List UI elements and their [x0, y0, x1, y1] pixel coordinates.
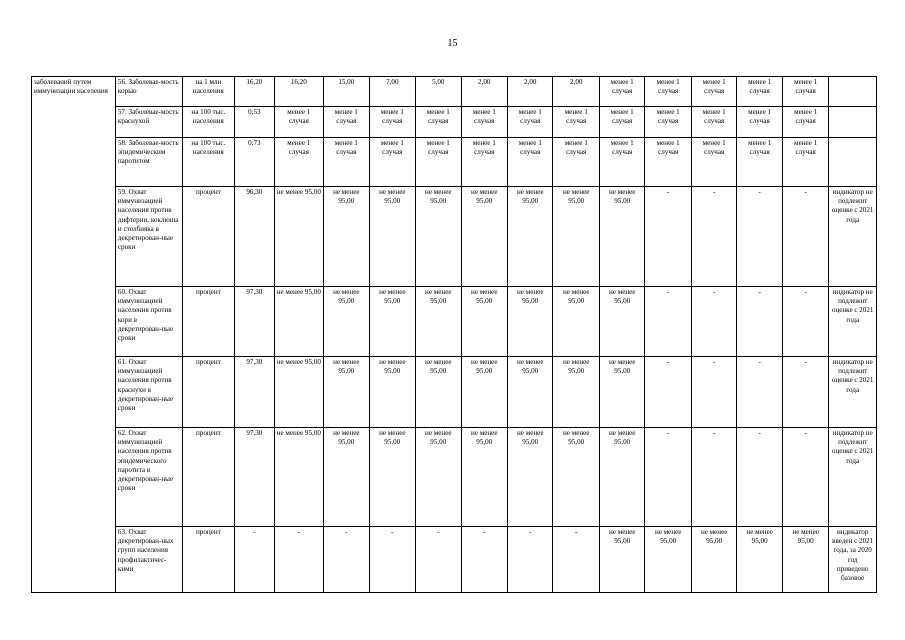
value-cell: не менее 95,00 [599, 287, 644, 357]
value-cell: менее 1 случая [274, 138, 324, 187]
note-cell [829, 77, 877, 107]
value-cell: менее 1 случая [782, 138, 828, 187]
value-cell: менее 1 случая [782, 107, 828, 138]
value-cell: - [416, 527, 461, 593]
value-cell: - [782, 287, 828, 357]
section-cell [32, 107, 116, 138]
value-cell: не менее 95,00 [461, 287, 507, 357]
value-cell: менее 1 случая [369, 138, 415, 187]
value-cell: менее 1 случая [737, 138, 782, 187]
value-cell: 16,20 [274, 77, 324, 107]
value-cell: - [737, 187, 782, 287]
value-cell: не менее 95,00 [553, 428, 599, 527]
value-cell: не менее 95,00 [508, 187, 553, 287]
value-cell: не менее 95,00 [369, 428, 415, 527]
indicators-table [31, 76, 877, 593]
value-cell: менее 1 случая [553, 107, 599, 138]
indicator-cell: 61. Охват иммунизацией населения против краснухи в декретирован-ные сроки [115, 357, 182, 428]
value-cell: 2,00 [508, 77, 553, 107]
value-cell: не менее 95,00 [416, 287, 461, 357]
table-row [32, 527, 877, 593]
value-cell: менее 1 случая [737, 77, 782, 107]
base-value-cell: 96,30 [235, 187, 274, 287]
note-cell: индикатор не подлежит оценке с 2021 года [829, 357, 877, 428]
value-cell: менее 1 случая [599, 77, 644, 107]
value-cell: не менее 95,00 [782, 527, 828, 593]
value-cell: 2,00 [461, 77, 507, 107]
value-cell: не менее 95,00 [553, 187, 599, 287]
value-cell: менее 1 случая [782, 77, 828, 107]
value-cell: - [691, 287, 736, 357]
base-value-cell: 0,73 [235, 138, 274, 187]
unit-cell: процент [182, 428, 235, 527]
table-row [32, 77, 877, 107]
value-cell: менее 1 случая [324, 138, 369, 187]
table-row [32, 107, 877, 138]
base-value-cell: 16,20 [235, 77, 274, 107]
value-cell: менее 1 случая [691, 138, 736, 187]
unit-cell: процент [182, 287, 235, 357]
value-cell: менее 1 случая [416, 138, 461, 187]
table-row [32, 428, 877, 527]
base-value-cell: 97,30 [235, 428, 274, 527]
value-cell: 5,00 [416, 77, 461, 107]
unit-cell: процент [182, 187, 235, 287]
value-cell: не менее 95,00 [553, 287, 599, 357]
value-cell: менее 1 случая [645, 107, 691, 138]
value-cell: 2,00 [553, 77, 599, 107]
value-cell: не менее 95,00 [274, 287, 324, 357]
value-cell: не менее 95,00 [369, 357, 415, 428]
unit-cell: на 1 млн населения [182, 77, 235, 107]
section-cell [32, 428, 116, 527]
value-cell: не менее 95,00 [508, 428, 553, 527]
value-cell: 15,00 [324, 77, 369, 107]
note-cell [829, 107, 877, 138]
value-cell: не менее 95,00 [324, 287, 369, 357]
unit-cell: на 100 тыс. населения [182, 138, 235, 187]
value-cell: не менее 95,00 [416, 357, 461, 428]
base-value-cell: 97,30 [235, 357, 274, 428]
value-cell: - [324, 527, 369, 593]
value-cell: - [782, 187, 828, 287]
value-cell: не менее 95,00 [274, 428, 324, 527]
value-cell: не менее 95,00 [369, 187, 415, 287]
indicator-cell: 62. Охват иммунизацией населения против эпидемического паротита в декретирован-ные сроки [115, 428, 182, 527]
value-cell: менее 1 случая [461, 107, 507, 138]
section-cell [32, 357, 116, 428]
value-cell: не менее 95,00 [461, 357, 507, 428]
note-cell: индикатор не подлежит оценке с 2021 года [829, 428, 877, 527]
value-cell: менее 1 случая [274, 107, 324, 138]
note-cell: индикатор не подлежит оценке с 2021 года [829, 187, 877, 287]
value-cell: не менее 95,00 [324, 187, 369, 287]
value-cell: менее 1 случая [599, 138, 644, 187]
section-cell [32, 138, 116, 187]
value-cell: - [737, 428, 782, 527]
value-cell: не менее 95,00 [274, 187, 324, 287]
table-row [32, 287, 877, 357]
value-cell: не менее 95,00 [599, 428, 644, 527]
value-cell: - [553, 527, 599, 593]
value-cell: - [645, 357, 691, 428]
section-cell [32, 527, 116, 593]
table-row [32, 357, 877, 428]
value-cell: не менее 95,00 [691, 527, 736, 593]
unit-cell: процент [182, 357, 235, 428]
value-cell: менее 1 случая [508, 138, 553, 187]
value-cell: - [645, 428, 691, 527]
section-cell [32, 187, 116, 287]
note-cell: индикатор не подлежит оценке с 2021 года [829, 287, 877, 357]
value-cell: - [645, 287, 691, 357]
page-number: 15 [447, 38, 458, 49]
value-cell: менее 1 случая [645, 77, 691, 107]
value-cell: менее 1 случая [737, 107, 782, 138]
value-cell: менее 1 случая [645, 138, 691, 187]
value-cell: не менее 95,00 [416, 428, 461, 527]
indicator-cell: 58. Заболевае-мость эпидемическим паротитом [115, 138, 182, 187]
value-cell: не менее 95,00 [737, 527, 782, 593]
value-cell: - [461, 527, 507, 593]
value-cell: не менее 95,00 [599, 187, 644, 287]
base-value-cell: 0,53 [235, 107, 274, 138]
value-cell: менее 1 случая [599, 107, 644, 138]
value-cell: - [737, 287, 782, 357]
note-cell [829, 138, 877, 187]
value-cell: - [691, 357, 736, 428]
value-cell: не менее 95,00 [369, 287, 415, 357]
indicator-cell: 60. Охват иммунизацией населения против кори в декретирован-ные сроки [115, 287, 182, 357]
value-cell: не менее 95,00 [508, 357, 553, 428]
value-cell: - [691, 428, 736, 527]
value-cell: не менее 95,00 [553, 357, 599, 428]
value-cell: - [508, 527, 553, 593]
value-cell: не менее 95,00 [461, 187, 507, 287]
value-cell: - [782, 428, 828, 527]
value-cell: не менее 95,00 [599, 527, 644, 593]
value-cell: не менее 95,00 [324, 357, 369, 428]
note-cell: индикатор введен с 2021 года, за 2020 год приведено базовое [829, 527, 877, 593]
table-row [32, 138, 877, 187]
unit-cell: процент [182, 527, 235, 593]
value-cell: 7,00 [369, 77, 415, 107]
value-cell: менее 1 случая [508, 107, 553, 138]
indicator-cell: 63. Охват декретирован-ных групп населения профилактичес-кими [115, 527, 182, 593]
value-cell: не менее 95,00 [274, 357, 324, 428]
value-cell: менее 1 случая [324, 107, 369, 138]
table-row [32, 187, 877, 287]
indicator-cell: 56. Заболевае-мость корью [115, 77, 182, 107]
unit-cell: на 100 тыс. населения [182, 107, 235, 138]
indicator-cell: 59. Охват иммунизацией населения против дифтерии, коклюша и столбняка в декретирован-ные сроки [115, 187, 182, 287]
value-cell: - [645, 187, 691, 287]
base-value-cell: 97,30 [235, 287, 274, 357]
value-cell: менее 1 случая [691, 107, 736, 138]
value-cell: - [369, 527, 415, 593]
value-cell: не менее 95,00 [599, 357, 644, 428]
value-cell: менее 1 случая [416, 107, 461, 138]
indicator-cell: 57. Заболевае-мость краснухой [115, 107, 182, 138]
value-cell: менее 1 случая [691, 77, 736, 107]
value-cell: не менее 95,00 [645, 527, 691, 593]
value-cell: менее 1 случая [553, 138, 599, 187]
section-cell [32, 287, 116, 357]
value-cell: - [691, 187, 736, 287]
value-cell: не менее 95,00 [508, 287, 553, 357]
value-cell: - [782, 357, 828, 428]
value-cell: не менее 95,00 [416, 187, 461, 287]
value-cell: менее 1 случая [461, 138, 507, 187]
value-cell: - [274, 527, 324, 593]
value-cell: - [737, 357, 782, 428]
value-cell: не менее 95,00 [461, 428, 507, 527]
value-cell: менее 1 случая [369, 107, 415, 138]
base-value-cell: - [235, 527, 274, 593]
value-cell: не менее 95,00 [324, 428, 369, 527]
section-cell: заболеваний путем иммунизации населения [32, 77, 116, 107]
